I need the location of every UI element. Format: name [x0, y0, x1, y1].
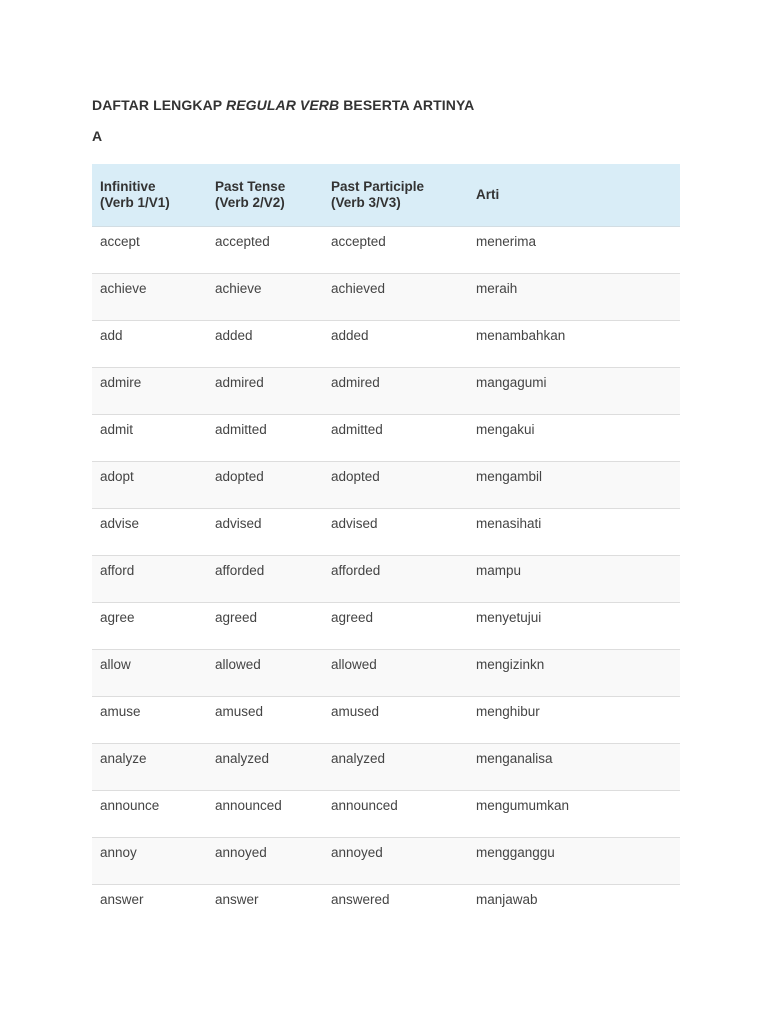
header-line: Infinitive [100, 179, 156, 194]
cell-past-participle: announced [323, 791, 468, 838]
cell-past-tense: allowed [207, 650, 323, 697]
cell-past-participle: added [323, 321, 468, 368]
cell-past-participle: analyzed [323, 744, 468, 791]
cell-arti: menyetujui [468, 603, 680, 650]
table-row [92, 556, 680, 603]
cell-past-tense: amused [207, 697, 323, 744]
cell-past-tense: added [207, 321, 323, 368]
header-line: (Verb 3/V3) [331, 195, 401, 210]
cell-infinitive: admire [92, 368, 207, 415]
cell-arti: menganalisa [468, 744, 680, 791]
cell-past-tense: advised [207, 509, 323, 556]
cell-infinitive: announce [92, 791, 207, 838]
table-row [92, 415, 680, 462]
cell-arti: meraih [468, 274, 680, 321]
cell-past-tense: adopted [207, 462, 323, 509]
cell-infinitive: annoy [92, 838, 207, 885]
cell-infinitive: afford [92, 556, 207, 603]
cell-infinitive: achieve [92, 274, 207, 321]
cell-infinitive: accept [92, 227, 207, 274]
table-row [92, 462, 680, 509]
cell-past-tense: admired [207, 368, 323, 415]
cell-past-tense: admitted [207, 415, 323, 462]
cell-past-tense: answer [215, 892, 259, 907]
table-row [92, 791, 680, 838]
cell-past-participle: agreed [323, 603, 468, 650]
cell-infinitive: analyze [92, 744, 207, 791]
header-line: Arti [476, 187, 500, 202]
cell-infinitive: adopt [92, 462, 207, 509]
table-row [92, 368, 680, 415]
table-row [92, 838, 680, 885]
header-past-tense [207, 164, 323, 227]
cell-past-participle: allowed [323, 650, 468, 697]
cell-arti: menghibur [468, 697, 680, 744]
cell-past-tense: accepted [207, 227, 323, 274]
cell-arti: menambahkan [468, 321, 680, 368]
cell-arti: menasihati [468, 509, 680, 556]
cell-arti: mampu [468, 556, 680, 603]
cell-arti: mengumumkan [468, 791, 680, 838]
cell-past-tense: annoyed [207, 838, 323, 885]
cell-past-participle: admired [323, 368, 468, 415]
cell-past-participle: answered [331, 892, 390, 907]
table-row [92, 885, 680, 932]
header-line: (Verb 2/V2) [215, 195, 285, 210]
header-line: (Verb 1/V1) [100, 195, 170, 210]
title-prefix: DAFTAR LENGKAP [92, 97, 226, 113]
document-title [92, 96, 680, 114]
document-page [92, 96, 680, 931]
verb-table-body [92, 227, 680, 932]
cell-past-tense: afforded [207, 556, 323, 603]
cell-past-participle: accepted [323, 227, 468, 274]
cell-past-participle: achieved [323, 274, 468, 321]
header-arti [468, 164, 680, 227]
title-suffix: BESERTA ARTINYA [339, 97, 475, 113]
cell-arti: mangagumi [468, 368, 680, 415]
table-row [92, 603, 680, 650]
cell-past-participle: advised [323, 509, 468, 556]
table-row [92, 274, 680, 321]
cell-arti: mengizinkn [468, 650, 680, 697]
table-row [92, 509, 680, 556]
table-row [92, 697, 680, 744]
cell-infinitive: answer [100, 892, 144, 907]
cell-arti: menerima [468, 227, 680, 274]
header-line: Past Participle [331, 179, 425, 194]
cell-arti: manjawab [476, 892, 538, 907]
table-row [92, 650, 680, 697]
header-line: Past Tense [215, 179, 286, 194]
cell-infinitive: allow [92, 650, 207, 697]
cell-infinitive: admit [92, 415, 207, 462]
table-row [92, 227, 680, 274]
cell-past-participle: adopted [323, 462, 468, 509]
table-row [92, 321, 680, 368]
header-row [92, 164, 680, 227]
cell-arti: mengganggu [468, 838, 680, 885]
cell-infinitive: agree [92, 603, 207, 650]
cell-past-tense: analyzed [207, 744, 323, 791]
table-row [92, 744, 680, 791]
section-letter: A [92, 128, 103, 144]
cell-infinitive: advise [92, 509, 207, 556]
cell-past-participle: annoyed [323, 838, 468, 885]
cell-past-tense: achieve [207, 274, 323, 321]
cell-arti: mengakui [468, 415, 680, 462]
header-infinitive [92, 164, 207, 227]
cell-past-participle: afforded [323, 556, 468, 603]
verb-table-header [92, 164, 680, 227]
cell-infinitive: add [92, 321, 207, 368]
verb-table [92, 164, 680, 931]
cell-arti: mengambil [468, 462, 680, 509]
title-emphasis: REGULAR VERB [225, 97, 340, 113]
cell-infinitive: amuse [92, 697, 207, 744]
cell-past-participle: amused [323, 697, 468, 744]
header-past-participle [323, 164, 468, 227]
cell-past-tense: announced [207, 791, 323, 838]
cell-past-tense: agreed [207, 603, 323, 650]
cell-past-participle: admitted [323, 415, 468, 462]
